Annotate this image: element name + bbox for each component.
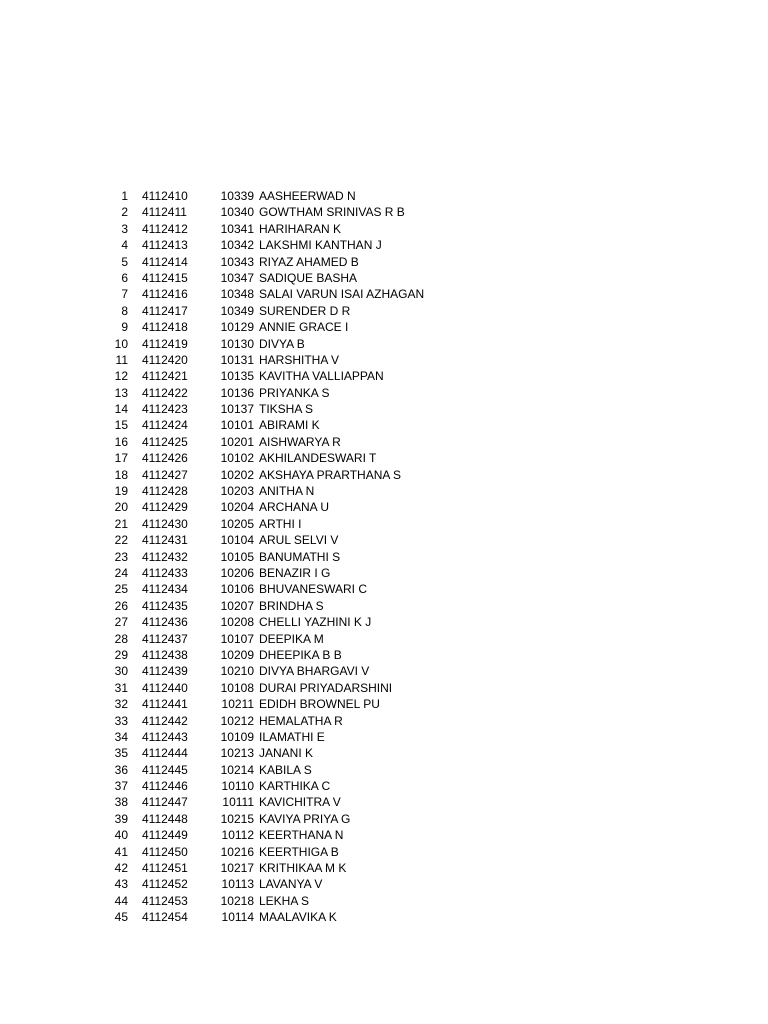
register-number: 4112451 bbox=[142, 861, 188, 876]
roll-number: 10347 bbox=[220, 270, 254, 285]
serial-number: 34 bbox=[114, 729, 128, 744]
student-name: KABILA S bbox=[259, 762, 312, 777]
student-name: ILAMATHI E bbox=[259, 729, 325, 744]
serial-number: 26 bbox=[114, 598, 128, 613]
serial-number: 28 bbox=[114, 631, 128, 646]
student-name: RIYAZ AHAMED B bbox=[259, 254, 359, 269]
table-row bbox=[0, 368, 768, 384]
student-name: ANITHA N bbox=[259, 484, 315, 499]
student-name: AKSHAYA PRARTHANA S bbox=[259, 467, 402, 482]
roll-number: 10217 bbox=[220, 861, 254, 876]
serial-number: 21 bbox=[114, 516, 128, 531]
roll-number: 10130 bbox=[220, 336, 254, 351]
register-number: 4112415 bbox=[142, 270, 188, 285]
serial-number: 37 bbox=[114, 779, 128, 794]
roll-number: 10348 bbox=[220, 287, 254, 302]
table-row bbox=[0, 237, 768, 253]
roll-number: 10202 bbox=[220, 467, 254, 482]
serial-number: 30 bbox=[114, 664, 128, 679]
serial-number: 45 bbox=[114, 910, 128, 925]
roll-number: 10105 bbox=[220, 549, 254, 564]
register-number: 4112431 bbox=[142, 533, 188, 548]
register-number: 4112434 bbox=[142, 582, 188, 597]
register-number: 4112428 bbox=[142, 484, 188, 499]
serial-number: 13 bbox=[114, 385, 128, 400]
student-name: ARTHI I bbox=[259, 516, 302, 531]
table-row bbox=[0, 860, 768, 876]
roll-number: 10214 bbox=[220, 762, 254, 777]
roll-number: 10108 bbox=[220, 680, 254, 695]
table-row bbox=[0, 417, 768, 433]
serial-number: 24 bbox=[114, 565, 128, 580]
serial-number: 38 bbox=[114, 795, 128, 810]
roll-number: 10212 bbox=[220, 713, 254, 728]
student-name: GOWTHAM SRINIVAS R B bbox=[259, 205, 405, 220]
serial-number: 25 bbox=[114, 582, 128, 597]
register-number: 4112418 bbox=[142, 320, 188, 335]
register-number: 4112419 bbox=[142, 336, 188, 351]
register-number: 4112432 bbox=[142, 549, 188, 564]
table-row bbox=[0, 336, 768, 352]
roll-number: 10201 bbox=[220, 434, 254, 449]
serial-number: 41 bbox=[114, 844, 128, 859]
serial-number: 23 bbox=[114, 549, 128, 564]
table-row bbox=[0, 204, 768, 220]
student-name: KEERTHIGA B bbox=[259, 844, 339, 859]
roll-number: 10109 bbox=[220, 729, 254, 744]
serial-number: 5 bbox=[121, 254, 128, 269]
roll-number: 10210 bbox=[220, 664, 254, 679]
register-number: 4112412 bbox=[142, 221, 188, 236]
serial-number: 15 bbox=[114, 418, 128, 433]
roll-number: 10207 bbox=[220, 598, 254, 613]
roll-number: 10339 bbox=[220, 189, 254, 203]
register-number: 4112446 bbox=[142, 779, 188, 794]
table-row bbox=[0, 614, 768, 630]
student-name: LEKHA S bbox=[259, 893, 310, 908]
student-name: KARTHIKA C bbox=[259, 779, 331, 794]
table-row bbox=[0, 434, 768, 450]
serial-number: 7 bbox=[121, 287, 128, 302]
student-name: BHUVANESWARI C bbox=[259, 582, 368, 597]
register-number: 4112438 bbox=[142, 647, 188, 662]
roll-number: 10209 bbox=[220, 647, 254, 662]
roll-number: 10102 bbox=[220, 451, 254, 466]
table-row bbox=[0, 909, 768, 925]
roll-number: 10216 bbox=[220, 844, 254, 859]
register-number: 4112450 bbox=[142, 844, 188, 859]
table-row bbox=[0, 696, 768, 712]
student-name: ARUL SELVI V bbox=[259, 533, 339, 548]
serial-number: 9 bbox=[121, 320, 128, 335]
serial-number: 1 bbox=[121, 189, 128, 203]
register-number: 4112449 bbox=[142, 828, 188, 843]
register-number: 4112430 bbox=[142, 516, 188, 531]
serial-number: 17 bbox=[114, 451, 128, 466]
serial-number: 27 bbox=[114, 615, 128, 630]
register-number: 4112439 bbox=[142, 664, 188, 679]
table-row bbox=[0, 319, 768, 335]
student-name: HARSHITHA V bbox=[259, 352, 340, 367]
serial-number: 11 bbox=[115, 352, 128, 367]
serial-number: 31 bbox=[114, 680, 128, 695]
student-name: BANUMATHI S bbox=[259, 549, 341, 564]
student-name: LAVANYA V bbox=[259, 877, 323, 892]
table-row bbox=[0, 516, 768, 532]
student-name: MAALAVIKA K bbox=[259, 910, 337, 925]
roll-number: 10104 bbox=[220, 533, 254, 548]
student-name: EDIDH BROWNEL PU bbox=[259, 697, 380, 712]
register-number: 4112425 bbox=[142, 434, 188, 449]
student-name: DIVYA B bbox=[259, 336, 305, 351]
serial-number: 42 bbox=[114, 861, 128, 876]
student-name: SADIQUE BASHA bbox=[259, 270, 358, 285]
roll-number: 10205 bbox=[220, 516, 254, 531]
roll-number: 10342 bbox=[220, 238, 254, 253]
roll-number: 10101 bbox=[220, 418, 254, 433]
serial-number: 20 bbox=[114, 500, 128, 515]
table-row bbox=[0, 270, 768, 286]
table-row bbox=[0, 778, 768, 794]
register-number: 4112417 bbox=[142, 303, 188, 318]
register-number: 4112411 bbox=[142, 205, 187, 220]
student-name: KRITHIKAA M K bbox=[259, 861, 347, 876]
roll-number: 10129 bbox=[220, 320, 254, 335]
table-row bbox=[0, 581, 768, 597]
table-row bbox=[0, 188, 768, 204]
table-row bbox=[0, 549, 768, 565]
serial-number: 16 bbox=[114, 434, 128, 449]
table-row bbox=[0, 483, 768, 499]
roll-number: 10341 bbox=[220, 221, 254, 236]
student-name: SURENDER D R bbox=[259, 303, 351, 318]
roll-number: 10107 bbox=[220, 631, 254, 646]
serial-number: 10 bbox=[114, 336, 128, 351]
roll-number: 10106 bbox=[220, 582, 254, 597]
roll-number: 10137 bbox=[220, 402, 254, 417]
table-row bbox=[0, 221, 768, 237]
register-number: 4112433 bbox=[142, 565, 188, 580]
student-name: KAVICHITRA V bbox=[259, 795, 341, 810]
serial-number: 44 bbox=[114, 893, 128, 908]
roll-number: 10343 bbox=[220, 254, 254, 269]
table-row bbox=[0, 565, 768, 581]
table-row bbox=[0, 254, 768, 270]
register-number: 4112426 bbox=[142, 451, 188, 466]
table-row bbox=[0, 385, 768, 401]
roll-number: 10136 bbox=[220, 385, 254, 400]
table-row bbox=[0, 532, 768, 548]
roll-number: 10112 bbox=[221, 828, 254, 843]
serial-number: 19 bbox=[114, 484, 128, 499]
roll-number: 10203 bbox=[220, 484, 254, 499]
student-name: DHEEPIKA B B bbox=[259, 647, 342, 662]
table-row bbox=[0, 729, 768, 745]
roll-number: 10111 bbox=[222, 795, 254, 810]
serial-number: 14 bbox=[114, 402, 128, 417]
table-row bbox=[0, 794, 768, 810]
register-number: 4112452 bbox=[142, 877, 188, 892]
serial-number: 3 bbox=[121, 221, 128, 236]
roll-number: 10110 bbox=[221, 779, 254, 794]
register-number: 4112422 bbox=[142, 385, 188, 400]
register-number: 4112443 bbox=[142, 729, 188, 744]
serial-number: 29 bbox=[114, 647, 128, 662]
student-name: CHELLI YAZHINI K J bbox=[259, 615, 372, 630]
serial-number: 12 bbox=[114, 369, 128, 384]
serial-number: 6 bbox=[121, 270, 128, 285]
table-row bbox=[0, 286, 768, 302]
register-number: 4112453 bbox=[142, 893, 188, 908]
register-number: 4112414 bbox=[142, 254, 188, 269]
register-number: 4112440 bbox=[142, 680, 188, 695]
roll-number: 10135 bbox=[220, 369, 254, 384]
roll-number: 10213 bbox=[220, 746, 254, 761]
register-number: 4112420 bbox=[142, 352, 188, 367]
roll-number: 10218 bbox=[220, 893, 254, 908]
table-row bbox=[0, 745, 768, 761]
student-name: AISHWARYA R bbox=[259, 434, 341, 449]
student-name: HARIHARAN K bbox=[259, 221, 342, 236]
register-number: 4112435 bbox=[142, 598, 188, 613]
roll-number: 10208 bbox=[220, 615, 254, 630]
table-row bbox=[0, 352, 768, 368]
roll-number: 10113 bbox=[221, 877, 254, 892]
table-row bbox=[0, 680, 768, 696]
student-name: ABIRAMI K bbox=[259, 418, 320, 433]
student-name: TIKSHA S bbox=[259, 402, 314, 417]
student-name: KAVITHA VALLIAPPAN bbox=[259, 369, 384, 384]
table-row bbox=[0, 893, 768, 909]
serial-number: 40 bbox=[114, 828, 128, 843]
register-number: 4112424 bbox=[142, 418, 188, 433]
serial-number: 22 bbox=[114, 533, 128, 548]
serial-number: 8 bbox=[121, 303, 128, 318]
roll-number: 10349 bbox=[220, 303, 254, 318]
table-row bbox=[0, 450, 768, 466]
student-name: HEMALATHA R bbox=[259, 713, 343, 728]
serial-number: 36 bbox=[114, 762, 128, 777]
register-number: 4112416 bbox=[142, 287, 188, 302]
student-list bbox=[0, 188, 768, 926]
register-number: 4112436 bbox=[142, 615, 188, 630]
table-row bbox=[0, 467, 768, 483]
student-name: PRIYANKA S bbox=[259, 385, 330, 400]
table-row bbox=[0, 811, 768, 827]
serial-number: 2 bbox=[121, 205, 128, 220]
table-row bbox=[0, 303, 768, 319]
roll-number: 10131 bbox=[220, 352, 254, 367]
student-name: LAKSHMI KANTHAN J bbox=[259, 238, 382, 253]
table-row bbox=[0, 713, 768, 729]
roll-number: 10211 bbox=[221, 697, 254, 712]
serial-number: 4 bbox=[121, 238, 128, 253]
serial-number: 33 bbox=[114, 713, 128, 728]
table-row bbox=[0, 876, 768, 892]
roll-number: 10340 bbox=[220, 205, 254, 220]
student-name: SALAI VARUN ISAI AZHAGAN bbox=[259, 287, 425, 302]
roll-number: 10206 bbox=[220, 565, 254, 580]
register-number: 4112423 bbox=[142, 402, 188, 417]
register-number: 4112448 bbox=[142, 811, 188, 826]
student-name: DEEPIKA M bbox=[259, 631, 324, 646]
table-row bbox=[0, 844, 768, 860]
roll-number: 10114 bbox=[221, 910, 254, 925]
student-name: BRINDHA S bbox=[259, 598, 324, 613]
student-name: JANANI K bbox=[259, 746, 314, 761]
register-number: 4112447 bbox=[142, 795, 188, 810]
register-number: 4112454 bbox=[142, 910, 188, 925]
serial-number: 43 bbox=[114, 877, 128, 892]
table-row bbox=[0, 499, 768, 515]
serial-number: 18 bbox=[114, 467, 128, 482]
table-row bbox=[0, 647, 768, 663]
student-name: KAVIYA PRIYA G bbox=[259, 811, 351, 826]
student-name: ANNIE GRACE I bbox=[259, 320, 349, 335]
register-number: 4112442 bbox=[142, 713, 188, 728]
register-number: 4112445 bbox=[142, 762, 188, 777]
serial-number: 39 bbox=[114, 811, 128, 826]
register-number: 4112429 bbox=[142, 500, 188, 515]
register-number: 4112441 bbox=[142, 697, 188, 712]
table-row bbox=[0, 598, 768, 614]
student-name: DURAI PRIYADARSHINI bbox=[259, 680, 393, 695]
table-row bbox=[0, 401, 768, 417]
register-number: 4112413 bbox=[142, 238, 188, 253]
register-number: 4112437 bbox=[142, 631, 188, 646]
register-number: 4112444 bbox=[142, 746, 188, 761]
register-number: 4112421 bbox=[142, 369, 188, 384]
register-number: 4112427 bbox=[142, 467, 188, 482]
roll-number: 10204 bbox=[220, 500, 254, 515]
student-name: AASHEERWAD N bbox=[259, 189, 356, 203]
student-name: AKHILANDESWARI T bbox=[259, 451, 377, 466]
table-row bbox=[0, 663, 768, 679]
student-name: KEERTHANA N bbox=[259, 828, 344, 843]
table-row bbox=[0, 827, 768, 843]
serial-number: 35 bbox=[114, 746, 128, 761]
table-row bbox=[0, 631, 768, 647]
register-number: 4112410 bbox=[142, 189, 188, 203]
student-name: BENAZIR I G bbox=[259, 565, 331, 580]
table-row bbox=[0, 762, 768, 778]
serial-number: 32 bbox=[114, 697, 128, 712]
student-name: ARCHANA U bbox=[259, 500, 330, 515]
roll-number: 10215 bbox=[220, 811, 254, 826]
student-name: DIVYA BHARGAVI V bbox=[259, 664, 370, 679]
